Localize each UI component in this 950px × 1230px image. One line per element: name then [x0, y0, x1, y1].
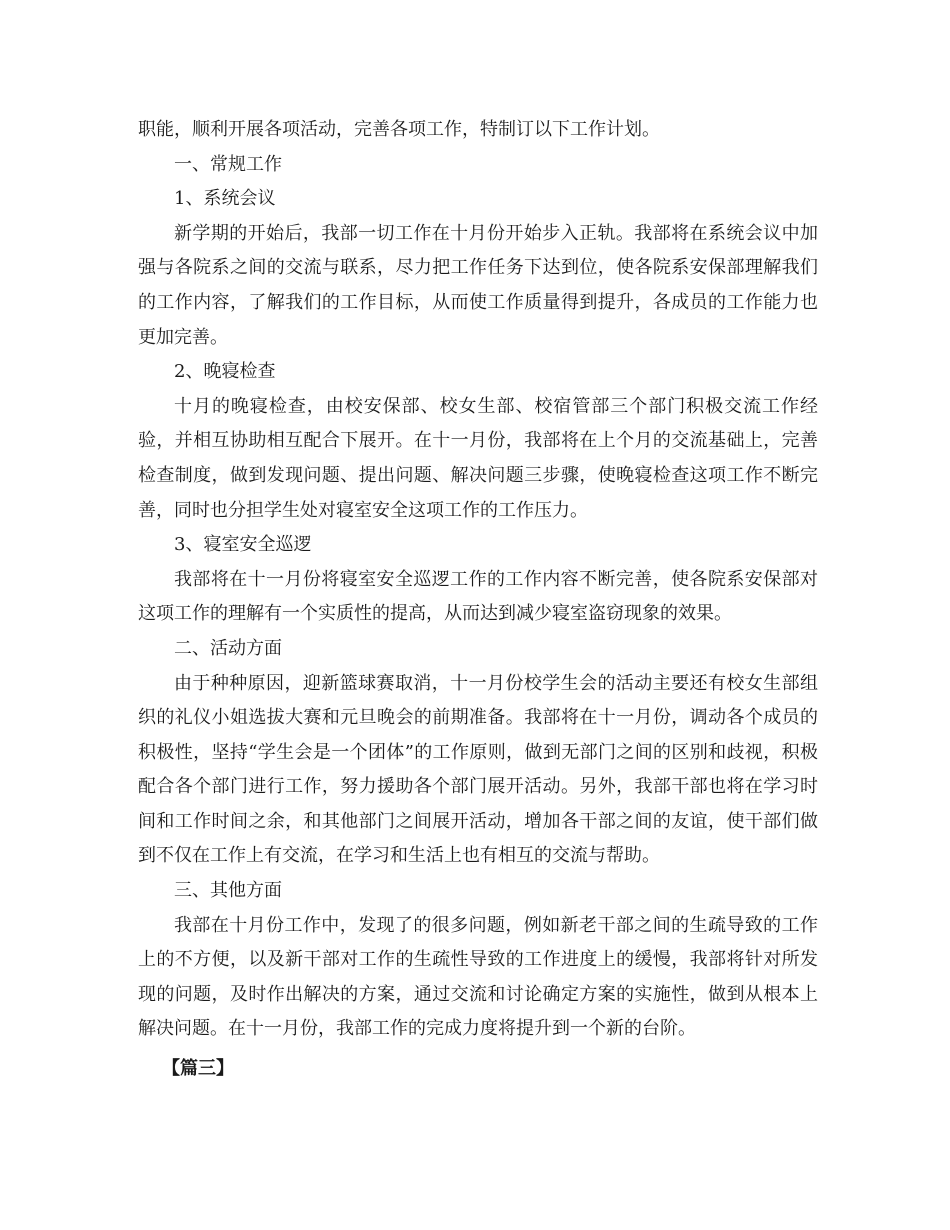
paragraph-night-check: 十月的晚寝检查，由校安保部、校女生部、校宿管部三个部门积极交流工作经验，并相互协助相互配合下展开。在十一月份，我部将在上个月的交流基础上，完善检查制度，做到发现问题、提出问题、解决问题三步骤，使晚寝检查这项工作不断完善，同时也分担学生处对寝室安全这项工作的工作压力。: [138, 395, 818, 521]
subheading-meetings: 1、系统会议: [174, 188, 276, 210]
subheading-dorm-patrol: 3、寝室安全巡逻: [174, 534, 312, 556]
section-marker-part-three: 【篇三】: [162, 1058, 234, 1080]
paragraph-activities: 由于种种原因，迎新篮球赛取消，十一月份校学生会的活动主要还有校女生部组织的礼仪小姐选拔大赛和元旦晚会的前期准备。我部将在十一月份，调动各个成员的积极性，坚持“学生会是一个团体”的工作原则，做到无部门之间的区别和歧视，积极配合各个部门进行工作，努力援助各个部门展开活动。另外，我部干部也将在学习时间和工作时间之余，和其他部门之间展开活动，增加各干部之间的友谊，使干部们做到不仅在工作上有交流，在学习和生活上也有相互的交流与帮助。: [138, 672, 818, 867]
paragraph-other: 我部在十月份工作中，发现了的很多问题，例如新老干部之间的生疏导致的工作上的不方便，以及新干部对工作的生疏性导致的工作进度上的缓慢，我部将针对所发现的问题，及时作出解决的方案，通过交流和讨论确定方案的实施性，做到从根本上解决问题。在十一月份，我部工作的完成力度将提升到一个新的台阶。: [138, 914, 818, 1040]
document-body: [138, 113, 818, 1087]
subheading-night-check: 2、晚寝检查: [174, 361, 276, 383]
paragraph-meetings: 新学期的开始后，我部一切工作在十月份开始步入正轨。我部将在系统会议中加强与各院系之间的交流与联系，尽力把工作任务下达到位，使各院系安保部理解我们的工作内容，了解我们的工作目标，从而使工作质量得到提升，各成员的工作能力也更加完善。: [138, 222, 818, 348]
paragraph-dorm-patrol: 我部将在十一月份将寝室安全巡逻工作的工作内容不断完善，使各院系安保部对这项工作的理解有一个实质性的提高，从而达到减少寝室盗窃现象的效果。: [138, 568, 818, 625]
section-heading-routine: 一、常规工作: [174, 153, 282, 175]
section-heading-activities: 二、活动方面: [174, 637, 282, 659]
section-heading-other: 三、其他方面: [174, 880, 282, 902]
intro-paragraph: 职能，顺利开展各项活动，完善各项工作，特制订以下工作计划。: [138, 119, 660, 140]
